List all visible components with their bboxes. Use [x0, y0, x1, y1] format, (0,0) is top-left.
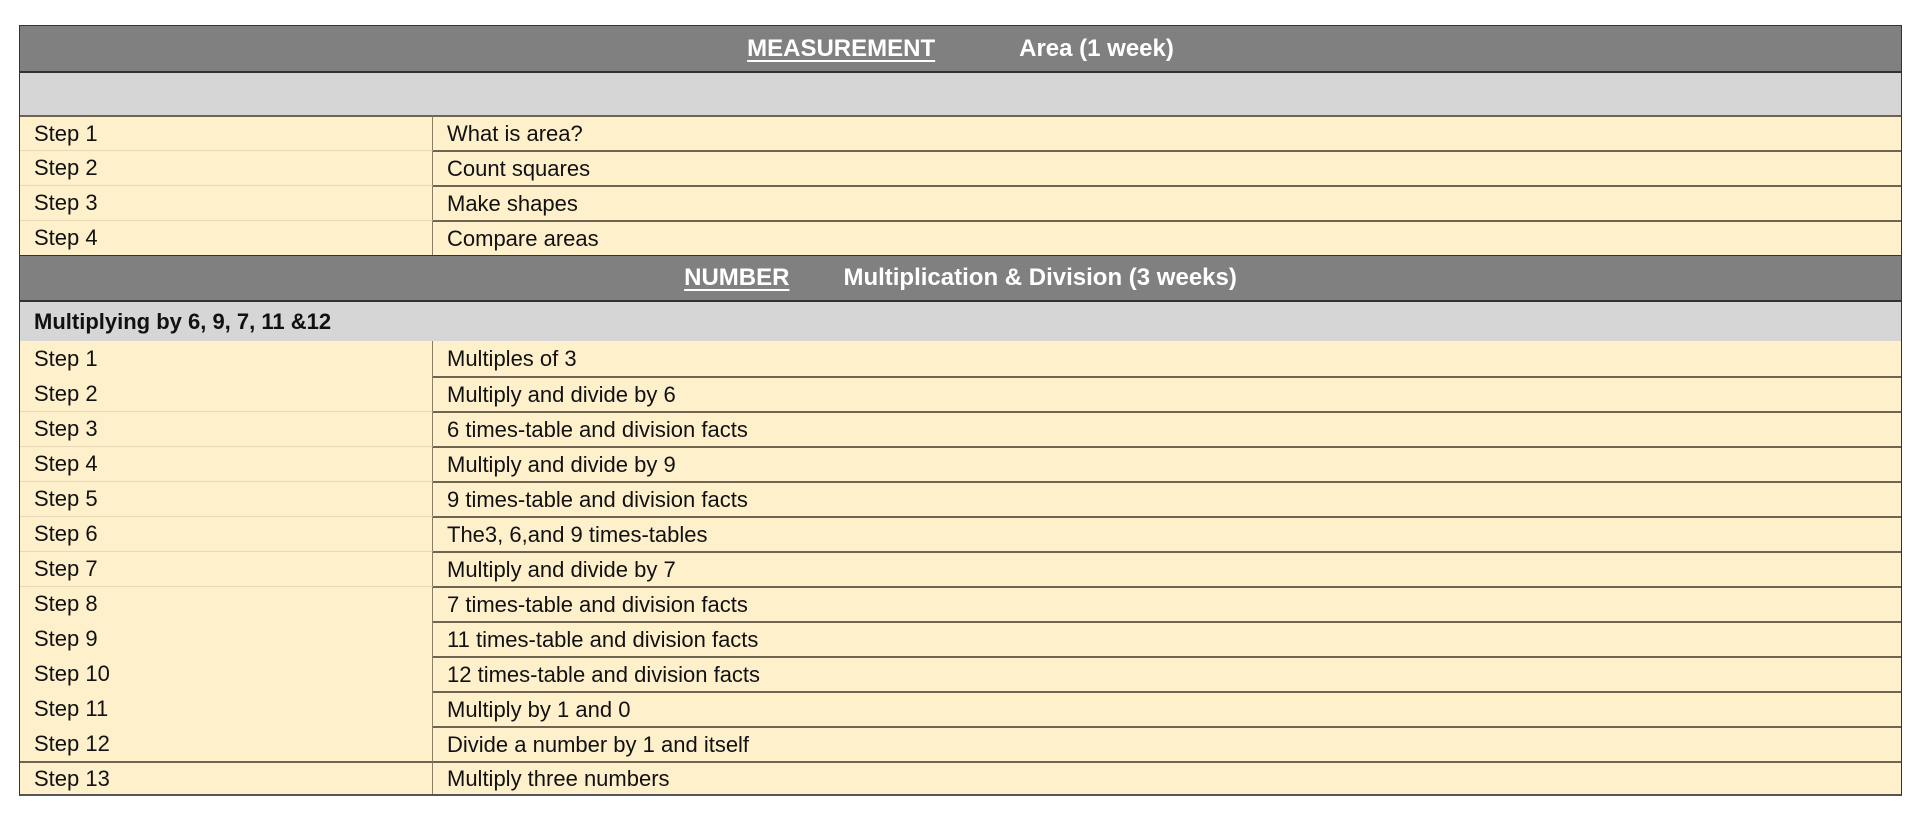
table-row [19, 691, 1902, 726]
table-row [19, 726, 1902, 761]
step-description: 12 times-table and division facts [433, 656, 1901, 691]
table-row [19, 656, 1902, 691]
step-description: Multiply and divide by 6 [433, 376, 1901, 411]
section-header-number [19, 255, 1902, 302]
step-label: Step 1 [20, 115, 433, 150]
step-label: Step 5 [20, 481, 433, 516]
step-description: Make shapes [433, 185, 1901, 220]
step-label: Step 6 [20, 516, 433, 551]
step-label: Step 4 [20, 220, 433, 255]
section-subheading [19, 73, 1902, 115]
scheme-of-learning-table [19, 25, 1902, 796]
step-description: Multiply and divide by 9 [433, 446, 1901, 481]
step-label: Step 1 [20, 341, 433, 376]
section-header-measurement [19, 25, 1902, 73]
step-label: Step 9 [20, 621, 433, 656]
table-row [19, 621, 1902, 656]
step-label: Step 10 [20, 656, 433, 691]
step-description: 11 times-table and division facts [433, 621, 1901, 656]
step-label: Step 8 [20, 586, 433, 621]
section-subheading: Multiplying by 6, 9, 7, 11 &12 [19, 302, 1902, 341]
table-row [19, 341, 1902, 376]
table-row [19, 376, 1902, 411]
table-row [19, 411, 1902, 446]
table-row [19, 220, 1902, 255]
step-description: Multiples of 3 [447, 345, 577, 371]
step-description: Multiply three numbers [433, 761, 1901, 794]
step-label: Step 3 [20, 185, 433, 220]
table-row [19, 446, 1902, 481]
step-label: Step 11 [20, 691, 433, 726]
table-row [19, 586, 1902, 621]
step-description: Multiply by 1 and 0 [433, 691, 1901, 726]
step-description: Multiply and divide by 7 [433, 551, 1901, 586]
step-label: Step 12 [20, 726, 433, 761]
step-description: 6 times-table and division facts [433, 411, 1901, 446]
step-label: Step 3 [20, 411, 433, 446]
step-label: Step 2 [20, 376, 433, 411]
step-label: Step 7 [20, 551, 433, 586]
section-title: Multiplication & Division (3 weeks) [843, 264, 1237, 291]
step-label: Step 4 [20, 446, 433, 481]
step-description: Compare areas [433, 220, 1901, 255]
step-description: The3, 6,and 9 times-tables [433, 516, 1901, 551]
table-row [19, 761, 1902, 796]
section-topic: MEASUREMENT [747, 34, 936, 62]
table-row [19, 150, 1902, 185]
table-row [19, 115, 1902, 150]
section-topic: NUMBER [684, 264, 790, 291]
step-description: What is area? [433, 115, 1901, 150]
step-label: Step 2 [20, 150, 433, 185]
table-row [19, 551, 1902, 586]
section-title: Area (1 week) [1019, 34, 1174, 62]
step-description: 9 times-table and division facts [433, 481, 1901, 516]
step-label: Step 13 [20, 761, 433, 794]
step-description: Count squares [433, 150, 1901, 185]
step-description: Divide a number by 1 and itself [433, 726, 1901, 761]
table-row [19, 516, 1902, 551]
table-row [19, 185, 1902, 220]
table-row [19, 481, 1902, 516]
step-description: 7 times-table and division facts [433, 586, 1901, 621]
